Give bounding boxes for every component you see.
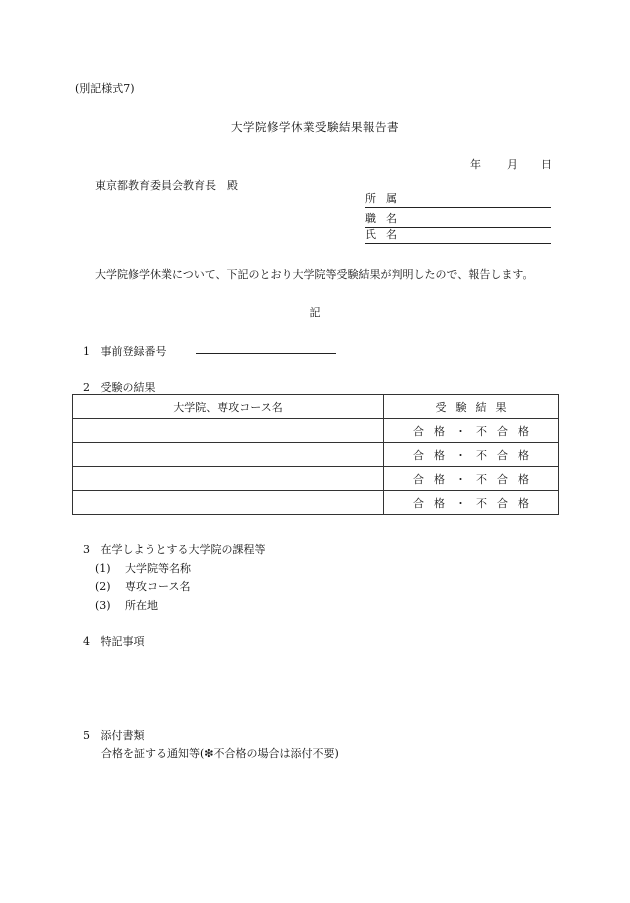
date-day-label: 日 xyxy=(541,158,552,171)
section-number: 5 xyxy=(83,729,90,742)
pass-fail-cell[interactable]: 合格・不合格 xyxy=(384,467,559,491)
signature-name-field[interactable] xyxy=(365,227,551,244)
section-number: 3 xyxy=(83,543,90,556)
table-row xyxy=(73,467,559,491)
list-item-number: (3) xyxy=(95,599,111,612)
header-school-course: 大学院、専攻コース名 xyxy=(73,395,384,419)
section-registration-number xyxy=(83,343,167,359)
list-item xyxy=(95,597,158,613)
pass-fail-cell[interactable]: 合格・不合格 xyxy=(384,491,559,515)
header-exam-result: 受験結果 xyxy=(384,395,559,419)
list-item-label: 所在地 xyxy=(125,599,158,612)
signature-affiliation-field[interactable] xyxy=(365,191,551,208)
section-graduate-program xyxy=(83,541,266,557)
registration-number-field[interactable] xyxy=(196,353,336,354)
table-row xyxy=(73,443,559,467)
section-label: 在学しようとする大学院の課程等 xyxy=(100,543,266,556)
section-number: 1 xyxy=(83,345,90,358)
list-item-label: 大学院等名称 xyxy=(125,562,191,575)
signature-position-label: 職名 xyxy=(365,212,407,225)
pass-fail-cell[interactable]: 合格・不合格 xyxy=(384,419,559,443)
list-item xyxy=(95,560,191,576)
addressee: 東京都教育委員会教育長 殿 xyxy=(95,179,238,192)
section-number: 2 xyxy=(83,381,90,394)
signature-affiliation-label: 所属 xyxy=(365,192,407,205)
form-number-label: (別記様式7) xyxy=(75,82,135,95)
section-attachments xyxy=(83,727,145,743)
section-number: 4 xyxy=(83,635,90,648)
pass-fail-cell[interactable]: 合格・不合格 xyxy=(384,443,559,467)
list-item-label: 専攻コース名 xyxy=(125,580,191,593)
school-course-cell[interactable] xyxy=(73,467,384,491)
school-course-cell[interactable] xyxy=(73,419,384,443)
section-label: 添付書類 xyxy=(100,729,145,742)
school-course-cell[interactable] xyxy=(73,491,384,515)
section-label: 事前登録番号 xyxy=(100,345,167,358)
section-label: 受験の結果 xyxy=(100,381,156,394)
table-row xyxy=(73,491,559,515)
section-exam-results xyxy=(83,379,156,395)
signature-name-label: 氏名 xyxy=(365,228,407,241)
ki-heading: 記 xyxy=(309,306,321,319)
results-table xyxy=(72,394,559,515)
date-month-label: 月 xyxy=(507,158,518,171)
date-year-label: 年 xyxy=(470,158,481,171)
document-title: 大学院修学休業受験結果報告書 xyxy=(231,120,399,134)
list-item xyxy=(95,578,190,594)
table-header-row xyxy=(73,395,559,419)
section-special-notes xyxy=(83,633,145,649)
section-label: 特記事項 xyxy=(100,635,145,648)
list-item-number: (1) xyxy=(95,562,111,575)
list-item-number: (2) xyxy=(95,580,111,593)
report-body-text: 大学院修学休業について、下記のとおり大学院等受験結果が判明したので、報告します。 xyxy=(95,268,534,281)
table-row xyxy=(73,419,559,443)
school-course-cell[interactable] xyxy=(73,443,384,467)
attachment-note: 合格を証する通知等(❇不合格の場合は添付不要) xyxy=(101,747,339,760)
